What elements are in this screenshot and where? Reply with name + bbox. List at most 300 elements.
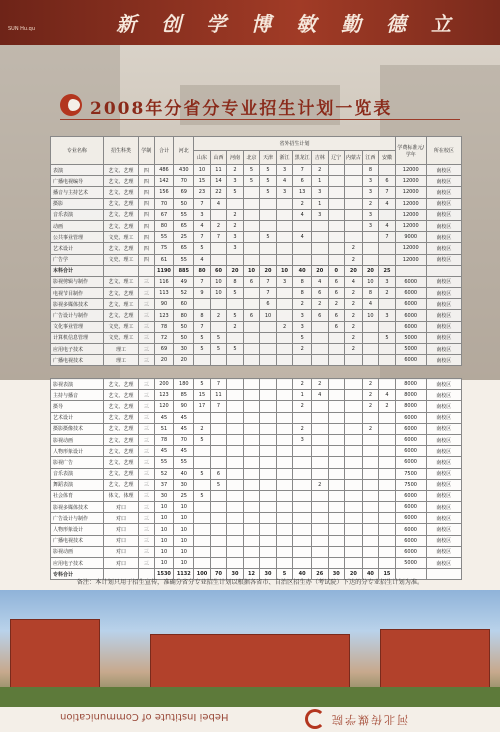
table-cell [345, 457, 363, 468]
table-cell: 5 [293, 332, 312, 343]
table-cell: 70 [174, 176, 194, 187]
table-cell: 影视剪辑与制作 [51, 276, 104, 287]
table-cell: 舞蹈表演 [51, 479, 104, 490]
table-cell: 影视多媒体技术 [51, 502, 104, 513]
table-cell [345, 490, 363, 501]
table-cell [276, 457, 293, 468]
table-cell [345, 502, 363, 513]
table-cell: 61 [154, 254, 174, 265]
table-row [51, 502, 462, 513]
column-header: 河北 [174, 137, 194, 165]
table-cell: 4 [379, 390, 396, 401]
table-cell: 3 [362, 209, 379, 220]
table-cell [293, 468, 312, 479]
table-cell: 75 [154, 243, 174, 254]
table-cell [328, 423, 345, 434]
table-cell: 6 [328, 310, 345, 321]
table-cell: 2 [210, 310, 227, 321]
table-cell [243, 344, 260, 355]
table-cell: 52 [174, 288, 194, 299]
table-cell [276, 524, 293, 535]
table-cell [243, 243, 260, 254]
campus-photo [0, 590, 500, 707]
table-cell: 2 [362, 379, 379, 390]
table-cell [260, 254, 277, 265]
table-cell: 4 [194, 254, 211, 265]
table-cell: 50 [174, 321, 194, 332]
table-cell: 2 [345, 254, 363, 265]
table-cell: 3 [312, 209, 329, 220]
table-row [51, 401, 462, 412]
table-row [51, 468, 462, 479]
table-cell: 三 [139, 332, 154, 343]
column-group-header: 省外招生计划 [194, 137, 396, 151]
table-cell [345, 535, 363, 546]
table-cell: 8 [362, 288, 379, 299]
table-cell: 3 [194, 209, 211, 220]
table-row [51, 198, 462, 209]
table-cell: 三 [139, 457, 154, 468]
table-cell: 100 [194, 569, 211, 580]
table-cell: 8000 [395, 390, 426, 401]
table-cell [379, 468, 396, 479]
table-cell: 7500 [395, 468, 426, 479]
table-cell: 70 [210, 569, 227, 580]
table-cell: 5 [227, 344, 244, 355]
table-cell [243, 401, 260, 412]
table-cell [276, 446, 293, 457]
table-cell: 南校区 [426, 412, 461, 423]
table-cell: 30 [154, 490, 174, 501]
table-cell: 5 [243, 165, 260, 176]
table-cell [227, 524, 244, 535]
table-cell: 体文、体理 [103, 490, 138, 501]
table-cell [328, 535, 345, 546]
table-cell: 4 [194, 220, 211, 231]
table-cell: 影视表演 [51, 379, 104, 390]
table-cell: 对口 [103, 546, 138, 557]
table-cell [227, 558, 244, 569]
table-cell [328, 401, 345, 412]
table-cell [243, 490, 260, 501]
table-cell: 5 [194, 468, 211, 479]
table-cell: 南校区 [426, 457, 461, 468]
table-cell: 南校区 [426, 502, 461, 513]
table-cell: 3 [227, 243, 244, 254]
table-cell: 6 [243, 310, 260, 321]
table-cell: 4 [379, 220, 396, 231]
table-cell: 6000 [395, 502, 426, 513]
table-cell: 10 [174, 558, 194, 569]
table-cell: 南校区 [426, 423, 461, 434]
table-cell: 2 [362, 423, 379, 434]
table-cell: 8 [194, 310, 211, 321]
table-cell: 理工 [103, 344, 138, 355]
table-cell: 三 [139, 446, 154, 457]
table-cell [243, 558, 260, 569]
table-cell: 3 [379, 310, 396, 321]
table-cell [243, 446, 260, 457]
table-cell: 南校区 [426, 524, 461, 535]
top-banner [0, 0, 500, 45]
table-cell [276, 412, 293, 423]
table-row [51, 558, 462, 569]
table-cell: 23 [194, 187, 211, 198]
table-cell [260, 558, 277, 569]
table-cell: 南校区 [426, 187, 461, 198]
table-cell: 三 [139, 344, 154, 355]
table-cell: 4 [293, 209, 312, 220]
table-cell: 南校区 [426, 490, 461, 501]
table-cell: 广播电视编导 [51, 176, 104, 187]
table-cell: 四 [139, 187, 154, 198]
table-cell [103, 265, 138, 276]
table-cell [379, 254, 396, 265]
table-cell: 应用电子技术 [51, 344, 104, 355]
table-cell: 南校区 [426, 479, 461, 490]
table-cell [276, 254, 293, 265]
table-row [51, 299, 462, 310]
table-cell: 2 [276, 321, 293, 332]
table-row [51, 220, 462, 231]
table-cell: 2 [227, 220, 244, 231]
table-cell: 专科合计 [51, 569, 104, 580]
table-cell [345, 176, 363, 187]
table-cell: 摄影 [51, 198, 104, 209]
table-cell [328, 390, 345, 401]
table-cell [345, 401, 363, 412]
table-cell: 20 [260, 265, 277, 276]
table-cell [243, 299, 260, 310]
table-cell: 10 [174, 502, 194, 513]
table-cell: 三 [139, 299, 154, 310]
table-cell: 摄导 [51, 401, 104, 412]
table-cell: 南校区 [426, 220, 461, 231]
table-cell: 5 [210, 344, 227, 355]
table-cell [243, 254, 260, 265]
table-cell: 10 [174, 513, 194, 524]
table-cell: 17 [194, 401, 211, 412]
total-row [51, 265, 462, 276]
column-header: 所在校区 [426, 137, 461, 165]
table-cell: 6000 [395, 524, 426, 535]
table-cell: 12000 [395, 187, 426, 198]
table-cell: 5 [243, 176, 260, 187]
table-cell: 南校区 [426, 310, 461, 321]
table-cell: 3 [362, 176, 379, 187]
table-cell: 4 [345, 276, 363, 287]
table-cell: 80 [174, 310, 194, 321]
table-cell: 10 [174, 524, 194, 535]
table-cell: 对口 [103, 502, 138, 513]
table-cell: 南校区 [426, 176, 461, 187]
table-cell [328, 502, 345, 513]
table-cell: 艺术设计 [51, 412, 104, 423]
table-cell [293, 479, 312, 490]
table-row [51, 535, 462, 546]
table-cell [362, 355, 379, 366]
table-cell [210, 321, 227, 332]
column-header: 内蒙古 [345, 151, 363, 165]
table-cell [328, 434, 345, 445]
table-cell: 南校区 [426, 165, 461, 176]
table-cell [227, 513, 244, 524]
table-cell [194, 502, 211, 513]
table-cell [345, 355, 363, 366]
table-row [51, 434, 462, 445]
table-cell: 2 [210, 220, 227, 231]
table-cell [293, 457, 312, 468]
table-cell: 80 [154, 220, 174, 231]
table-cell: 1 [312, 198, 329, 209]
table-cell: 12000 [395, 209, 426, 220]
table-cell [312, 344, 329, 355]
table-cell: 10 [154, 535, 174, 546]
table-cell: 4 [379, 198, 396, 209]
table-cell: 4 [210, 198, 227, 209]
table-cell: 7500 [395, 479, 426, 490]
table-cell: 南校区 [426, 232, 461, 243]
table-cell: 6000 [395, 299, 426, 310]
table-cell: 文史、理工 [103, 232, 138, 243]
table-cell: 2 [345, 321, 363, 332]
table-row [51, 546, 462, 557]
table-cell: 摄影摄像技术 [51, 423, 104, 434]
table-cell: 三 [139, 502, 154, 513]
table-row [51, 524, 462, 535]
table-cell [293, 524, 312, 535]
table-cell [243, 288, 260, 299]
table-cell [276, 379, 293, 390]
table-cell: 5000 [395, 332, 426, 343]
table-cell [345, 524, 363, 535]
table-cell: 10 [362, 310, 379, 321]
table-row [51, 379, 462, 390]
table-cell [243, 232, 260, 243]
table-cell [260, 243, 277, 254]
table-cell: 7 [194, 321, 211, 332]
table-cell: 120 [154, 401, 174, 412]
table-cell [276, 344, 293, 355]
table-cell [379, 558, 396, 569]
table-cell: 45 [154, 412, 174, 423]
table-cell: 6000 [395, 355, 426, 366]
table-cell: 5 [227, 187, 244, 198]
table-cell [260, 479, 277, 490]
footnote: 备注：本计划只用于招生宣传，准确分省分专业招生计划以根据各省市、自治区招生办（考试院）下达的分专业招生计划为准。 [76, 579, 424, 586]
table-cell [345, 446, 363, 457]
table-cell: 对口 [103, 535, 138, 546]
table-cell: 广播电视技术 [51, 355, 104, 366]
table-cell: 广告设计与制作 [51, 310, 104, 321]
table-cell: 3 [293, 321, 312, 332]
table-cell: 8 [362, 165, 379, 176]
table-cell: 8 [227, 276, 244, 287]
table-cell [227, 401, 244, 412]
table-cell: 公共事业管理 [51, 232, 104, 243]
table-cell: 2 [293, 401, 312, 412]
table-cell: 9000 [395, 232, 426, 243]
table-cell: 15 [194, 390, 211, 401]
table-cell [210, 546, 227, 557]
table-cell: 10 [210, 288, 227, 299]
table-cell [312, 446, 329, 457]
table-cell: 180 [174, 379, 194, 390]
table-cell: 50 [174, 332, 194, 343]
table-cell: 4 [312, 390, 329, 401]
table-cell [312, 232, 329, 243]
table-cell [243, 502, 260, 513]
table-cell [328, 490, 345, 501]
table-cell: 对口 [103, 558, 138, 569]
table-cell [293, 412, 312, 423]
table-cell [194, 479, 211, 490]
table-cell [312, 490, 329, 501]
table-cell [312, 546, 329, 557]
table-cell: 广告学 [51, 254, 104, 265]
column-header: 安徽 [379, 151, 396, 165]
table-cell: 15 [379, 569, 396, 580]
table-cell: 15 [194, 176, 211, 187]
table-cell: 72 [154, 332, 174, 343]
table-cell [362, 243, 379, 254]
column-header: 招生科类 [103, 137, 138, 165]
table-cell: 55 [174, 209, 194, 220]
table-cell [293, 355, 312, 366]
table-cell: 音乐表演 [51, 209, 104, 220]
table-cell [227, 423, 244, 434]
table-cell [328, 332, 345, 343]
table-cell: 10 [154, 524, 174, 535]
table-cell [276, 468, 293, 479]
table-cell: 69 [154, 344, 174, 355]
table-cell [362, 344, 379, 355]
table-cell [328, 479, 345, 490]
table-cell: 南校区 [426, 243, 461, 254]
table-cell: 6000 [395, 321, 426, 332]
table-cell: 60 [210, 265, 227, 276]
table-cell [362, 468, 379, 479]
table-cell [328, 187, 345, 198]
table-cell: 6000 [395, 434, 426, 445]
table-cell [276, 355, 293, 366]
table-cell [194, 524, 211, 535]
table-cell: 2 [293, 379, 312, 390]
table-cell [210, 490, 227, 501]
table-cell: 三 [139, 310, 154, 321]
table-cell [276, 401, 293, 412]
table-cell: 影视广告 [51, 457, 104, 468]
table-row [51, 310, 462, 321]
table-cell: 10 [210, 276, 227, 287]
table-cell: 艺文、艺理 [103, 423, 138, 434]
table-cell: 6000 [395, 546, 426, 557]
table-cell: 7 [210, 401, 227, 412]
table-cell: 885 [174, 265, 194, 276]
table-cell: 6 [210, 468, 227, 479]
table-cell [194, 412, 211, 423]
table-cell: 65 [174, 243, 194, 254]
table-cell: 55 [154, 232, 174, 243]
table-cell [227, 355, 244, 366]
table-cell: 1530 [154, 569, 174, 580]
table-cell: 10 [154, 513, 174, 524]
table-cell: 2 [345, 299, 363, 310]
table-cell [260, 412, 277, 423]
table-cell [312, 558, 329, 569]
table-cell: 10 [194, 165, 211, 176]
table-cell: 2 [312, 165, 329, 176]
table-cell: 文化事业管理 [51, 321, 104, 332]
table-cell: 25 [174, 232, 194, 243]
table-cell [194, 535, 211, 546]
table-cell [379, 321, 396, 332]
table-cell: 艺文、艺理 [103, 176, 138, 187]
table-cell [276, 232, 293, 243]
table-cell: 30 [260, 569, 277, 580]
table-cell: 艺文、艺理 [103, 390, 138, 401]
table-cell: 艺文、艺理 [103, 288, 138, 299]
table-cell [260, 198, 277, 209]
table-cell [243, 198, 260, 209]
table-cell: 6000 [395, 535, 426, 546]
table-cell: 4 [293, 232, 312, 243]
table-cell: 艺文、艺理 [103, 468, 138, 479]
table-cell: 4 [276, 176, 293, 187]
table-cell: 45 [174, 423, 194, 434]
table-cell [243, 546, 260, 557]
table-cell: 2 [312, 479, 329, 490]
table-cell: 10 [154, 558, 174, 569]
table-cell [379, 165, 396, 176]
table-cell: 2 [362, 390, 379, 401]
table-cell: 艺术设计 [51, 243, 104, 254]
table-cell [243, 524, 260, 535]
footer-english-name: Hebei Institute of Communication [60, 711, 229, 722]
table-cell: 艺文、艺理 [103, 310, 138, 321]
table-cell [293, 535, 312, 546]
table-cell [260, 321, 277, 332]
table-cell [210, 446, 227, 457]
table-cell: 7 [210, 379, 227, 390]
table-cell [379, 535, 396, 546]
logo-icon [60, 94, 82, 116]
table-cell [379, 546, 396, 557]
table-cell [345, 423, 363, 434]
table-cell: 5 [194, 332, 211, 343]
table-cell: 7 [194, 276, 211, 287]
table-cell [293, 220, 312, 231]
table-cell: 7 [260, 276, 277, 287]
table-cell: 2 [345, 310, 363, 321]
table-cell [328, 243, 345, 254]
table-cell: 艺文、艺理 [103, 198, 138, 209]
table-cell [227, 434, 244, 445]
table-cell: 7 [194, 232, 211, 243]
enrollment-table-2 [50, 378, 462, 580]
table-cell: 三 [139, 513, 154, 524]
table-cell: 6000 [395, 288, 426, 299]
table-cell [345, 412, 363, 423]
table-cell: 85 [174, 390, 194, 401]
table-cell: 5 [260, 187, 277, 198]
table-cell [276, 243, 293, 254]
table-cell [362, 524, 379, 535]
table-cell [243, 457, 260, 468]
table-cell: 艺文、艺理 [103, 412, 138, 423]
table-cell [328, 232, 345, 243]
table-cell: 南校区 [426, 379, 461, 390]
